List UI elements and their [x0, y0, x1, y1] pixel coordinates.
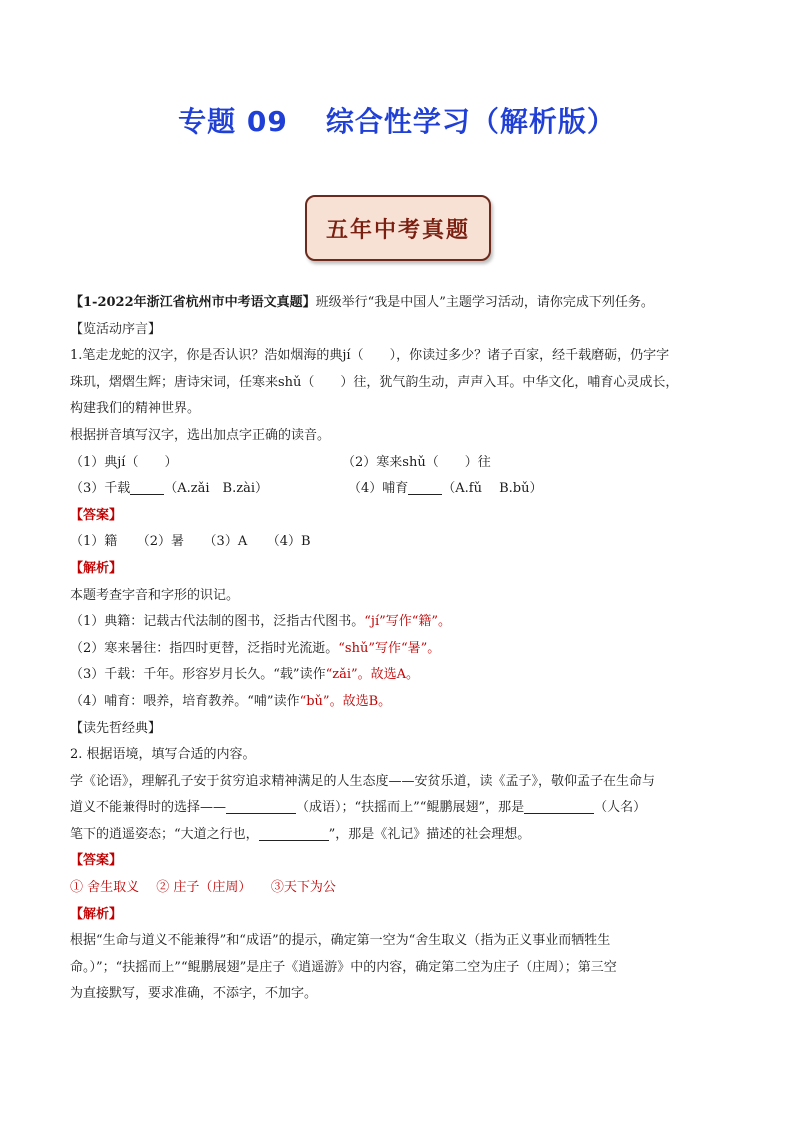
document-body [70, 290, 730, 1008]
q2-analysis-line: 根据“生命与道义不能兼得”和“成语”的提示，确定第一空为“舍生取义（指为正义事业而牺牲生 [70, 933, 611, 949]
answer-blank [130, 478, 164, 495]
q1-intro: 班级举行“我是中国人”主题学习活动，请你完成下列任务。 [315, 295, 654, 310]
q2-passage-line: 道义不能兼得时的选择—— （成语）；“扶摇而上”“鲲鹏展翅”，那是 （人名） [70, 795, 730, 822]
answer-label: 【答案】 [70, 507, 123, 523]
q1-options-row [70, 476, 730, 503]
q1-analysis-line: （4）哺育：喂养，培育教养。“哺”读作“bǔ”。故选B。 [70, 693, 392, 709]
q2-section-heading: 【读先哲经典】 [70, 720, 162, 736]
q1-passage-line: 1.笔走龙蛇的汉字，你是否认识？浩如烟海的典jí（ ），你读过多少？诸子百家，经千载磨砺，仍字字 [70, 348, 670, 364]
q2-answer: ① 舍生取义 ② 庄子（庄周） ③天下为公 [70, 880, 336, 896]
q1-answer: （1）籍 （2）暑 （3）A （4）B [70, 534, 311, 550]
q1-option-2: （2）寒来shǔ（ ）往 [342, 454, 491, 470]
q2-stem: 2. 根据语境，填写合适的内容。 [70, 747, 256, 763]
q1-source: 【1-2022年浙江省杭州市中考语文真题】 [70, 295, 316, 310]
analysis-label: 【解析】 [70, 906, 123, 922]
q1-analysis-line: （2）寒来暑往：指四时更替，泛指时光流逝。“shǔ”写作“暑”。 [70, 640, 441, 656]
q2-passage-line: 笔下的逍遥姿态；“大道之行也， ”，那是《礼记》描述的社会理想。 [70, 822, 730, 849]
q1-option-3-choices: （A.zǎi B.zài） [164, 481, 269, 497]
page-title [0, 100, 794, 140]
q1-analysis-line: 本题考查字音和字形的识记。 [70, 587, 240, 603]
q2-analysis-line: 命。）”；“扶摇而上”“鲲鹏展翅”是庄子《逍遥游》中的内容，确定第二空为庄子（庄周）；第三空 [70, 959, 617, 975]
title-topic-name: 综合性学习（解析版） [325, 105, 616, 138]
q1-option-1: （1）典jí（ ） [70, 454, 178, 470]
title-topic-number: 专题 09 [178, 105, 288, 138]
q1-option-3: （3）千载 [70, 481, 131, 497]
answer-label: 【答案】 [70, 853, 123, 869]
q1-option-4: （4）哺育 [348, 481, 409, 497]
analysis-label: 【解析】 [70, 560, 123, 576]
answer-blank [226, 797, 296, 814]
q1-section-heading: 【览活动序言】 [70, 321, 162, 337]
q1-header [70, 290, 730, 317]
q1-instruction: 根据拼音填写汉字，选出加点字正确的读音。 [70, 427, 331, 443]
q1-analysis-line: （3）千载：千年。形容岁月长久。“载”读作“zǎi”。故选A。 [70, 667, 420, 683]
q1-passage-line: 构建我们的精神世界。 [70, 401, 201, 417]
q1-analysis-line: （1）典籍：记载古代法制的图书，泛指古代图书。“jí”写作“籍”。 [70, 614, 452, 630]
answer-blank [408, 478, 442, 495]
q1-passage-line: 珠玑，熠熠生辉；唐诗宋词，任寒来shǔ（ ）往，犹气韵生动，声声入耳。中华文化，哺育心灵成长， [70, 374, 679, 390]
answer-blank [524, 797, 594, 814]
section-badge: 五年中考真题 [305, 195, 491, 261]
q2-analysis-line: 为直接默写，要求准确，不添字，不加字。 [70, 986, 318, 1002]
q1-option-4-choices: （A.fǔ B.bǔ） [442, 481, 543, 497]
answer-blank [259, 824, 329, 841]
q1-options-row [70, 450, 730, 477]
q2-passage-line: 学《论语》，理解孔子安于贫穷追求精神满足的人生态度——安贫乐道，读《孟子》，敬仰孟子在生命与 [70, 773, 656, 789]
